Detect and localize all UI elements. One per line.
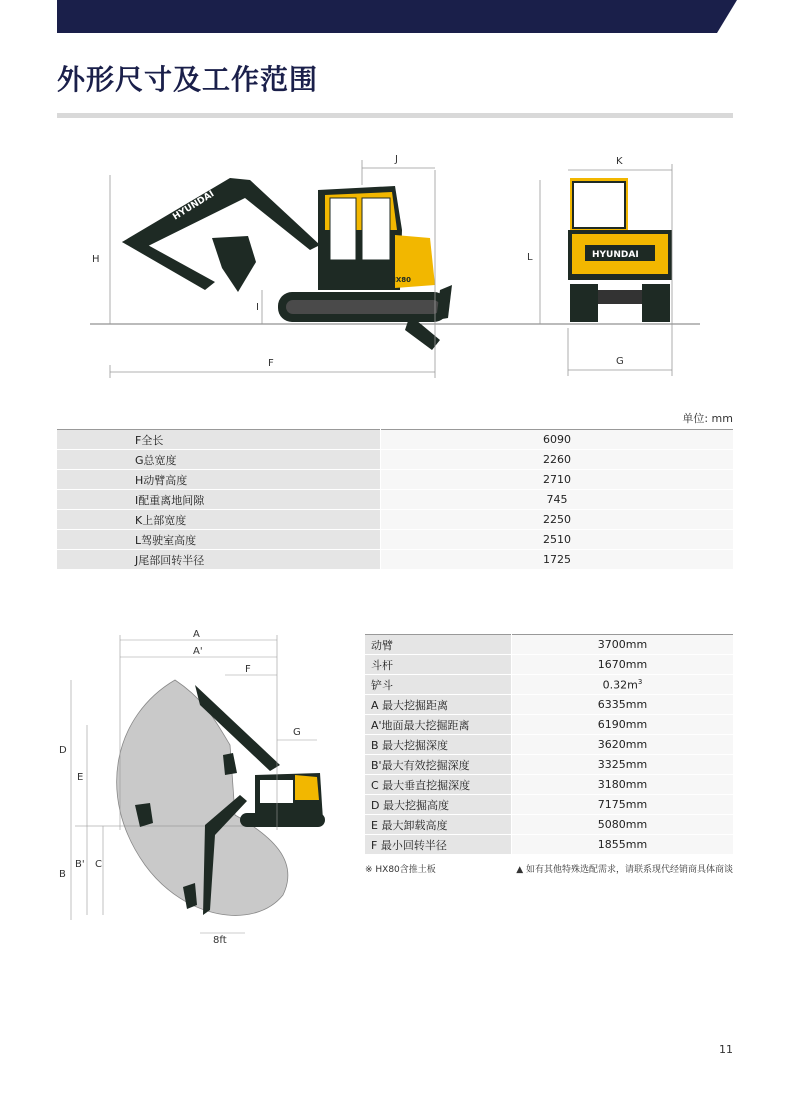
row-value	[381, 490, 734, 510]
row-label: A'地面最大挖掘距离	[365, 715, 512, 735]
row-value	[381, 510, 734, 530]
label-h: H	[92, 254, 100, 265]
table-row	[365, 655, 733, 675]
row-value-text: 6090	[543, 433, 571, 446]
row-label: K上部宽度	[57, 510, 381, 530]
header-bar	[57, 0, 737, 33]
working-range-table	[365, 634, 733, 855]
side-model-text: HX80	[390, 276, 411, 284]
row-value-text: 3620mm	[597, 738, 648, 751]
range-label-f: F	[245, 664, 251, 675]
range-label-g: G	[293, 727, 301, 738]
range-label-e: E	[77, 772, 84, 783]
row-value	[381, 450, 734, 470]
unit-superscript: 3	[637, 677, 643, 686]
row-value	[512, 775, 734, 795]
table-row	[365, 715, 733, 735]
row-label: L驾驶室高度	[57, 530, 381, 550]
row-value-text: 1670mm	[597, 658, 648, 671]
row-label: H动臂高度	[57, 470, 381, 490]
row-value-text: 2710	[543, 473, 571, 486]
row-label: I配重离地间隙	[57, 490, 381, 510]
row-value	[381, 550, 734, 570]
row-value-text: 3700mm	[597, 638, 648, 651]
row-value	[512, 735, 734, 755]
table-row	[57, 510, 733, 530]
working-range-diagram	[55, 625, 355, 945]
table-row	[365, 755, 733, 775]
row-label: 动臂	[365, 635, 512, 655]
note-dozer-blade: ※ HX80含推土板	[365, 865, 436, 875]
range-label-b-prime: B'	[75, 859, 85, 870]
row-value	[512, 715, 734, 735]
table-row	[365, 695, 733, 715]
label-k: K	[616, 156, 623, 167]
label-i: I	[256, 302, 259, 313]
row-value	[512, 755, 734, 775]
row-label: F全长	[57, 430, 381, 450]
row-value	[381, 530, 734, 550]
range-label-a-prime: A'	[193, 646, 203, 657]
row-label: C 最大垂直挖掘深度	[365, 775, 512, 795]
range-label-ft: 8ft	[213, 935, 227, 945]
table-row	[57, 530, 733, 550]
row-label: 斗杆	[365, 655, 512, 675]
row-value-text: 6190mm	[597, 718, 648, 731]
table-row	[57, 450, 733, 470]
dimensions-table	[57, 429, 733, 570]
row-value-text: 1855mm	[597, 838, 648, 851]
range-label-c: C	[95, 859, 102, 870]
table-row	[57, 490, 733, 510]
row-value	[512, 795, 734, 815]
label-l: L	[527, 252, 533, 263]
row-value	[381, 470, 734, 490]
table-row	[365, 635, 733, 655]
row-label: A 最大挖掘距离	[365, 695, 512, 715]
range-label-b: B	[59, 869, 66, 880]
row-value-text: 7175mm	[597, 798, 648, 811]
row-value-text: 2250	[543, 513, 571, 526]
table-row	[57, 470, 733, 490]
label-f: F	[268, 358, 274, 369]
row-value	[512, 695, 734, 715]
table-row	[57, 430, 733, 450]
row-value-text: 1725	[543, 553, 571, 566]
page-number: 11	[719, 1043, 733, 1056]
row-value-text: 745	[546, 493, 568, 506]
note-dealer: ▲ 如有其他特殊选配需求，请联系现代经销商具体商谈	[516, 865, 733, 875]
row-label: G总宽度	[57, 450, 381, 470]
boom-brand-text: HYUNDAI	[171, 189, 217, 223]
table-row	[365, 815, 733, 835]
table-row	[365, 795, 733, 815]
row-value-text: 2260	[543, 453, 571, 466]
rear-brand-text: HYUNDAI	[592, 250, 639, 260]
label-j: J	[395, 154, 398, 165]
table-row	[365, 735, 733, 755]
range-label-d: D	[59, 745, 67, 756]
row-label: E 最大卸载高度	[365, 815, 512, 835]
page-title: 外形尺寸及工作范围	[57, 63, 319, 96]
label-g: G	[616, 356, 624, 367]
row-label: J尾部回转半径	[57, 550, 381, 570]
row-label: B 最大挖掘深度	[365, 735, 512, 755]
table-row	[365, 775, 733, 795]
table-row	[365, 835, 733, 855]
row-label: B'最大有效挖掘深度	[365, 755, 512, 775]
row-value-text: 2510	[543, 533, 571, 546]
table-row	[57, 550, 733, 570]
row-value	[512, 675, 734, 695]
row-label: D 最大挖掘高度	[365, 795, 512, 815]
row-value	[512, 835, 734, 855]
table-row	[365, 675, 733, 695]
row-value-text: 0.32m	[602, 678, 638, 692]
row-label: F 最小回转半径	[365, 835, 512, 855]
range-label-a: A	[193, 629, 200, 640]
title-divider	[57, 113, 733, 118]
row-value-text: 3325mm	[597, 758, 648, 771]
row-value	[512, 635, 734, 655]
row-value	[381, 430, 734, 450]
excavator-dimension-drawing	[0, 150, 800, 390]
unit-label: 单位: mm	[682, 412, 733, 425]
row-value-text: 3180mm	[597, 778, 648, 791]
row-value-text: 5080mm	[597, 818, 648, 831]
row-value	[512, 815, 734, 835]
row-label: 铲斗	[365, 675, 512, 695]
row-value	[512, 655, 734, 675]
row-value-text: 6335mm	[597, 698, 648, 711]
